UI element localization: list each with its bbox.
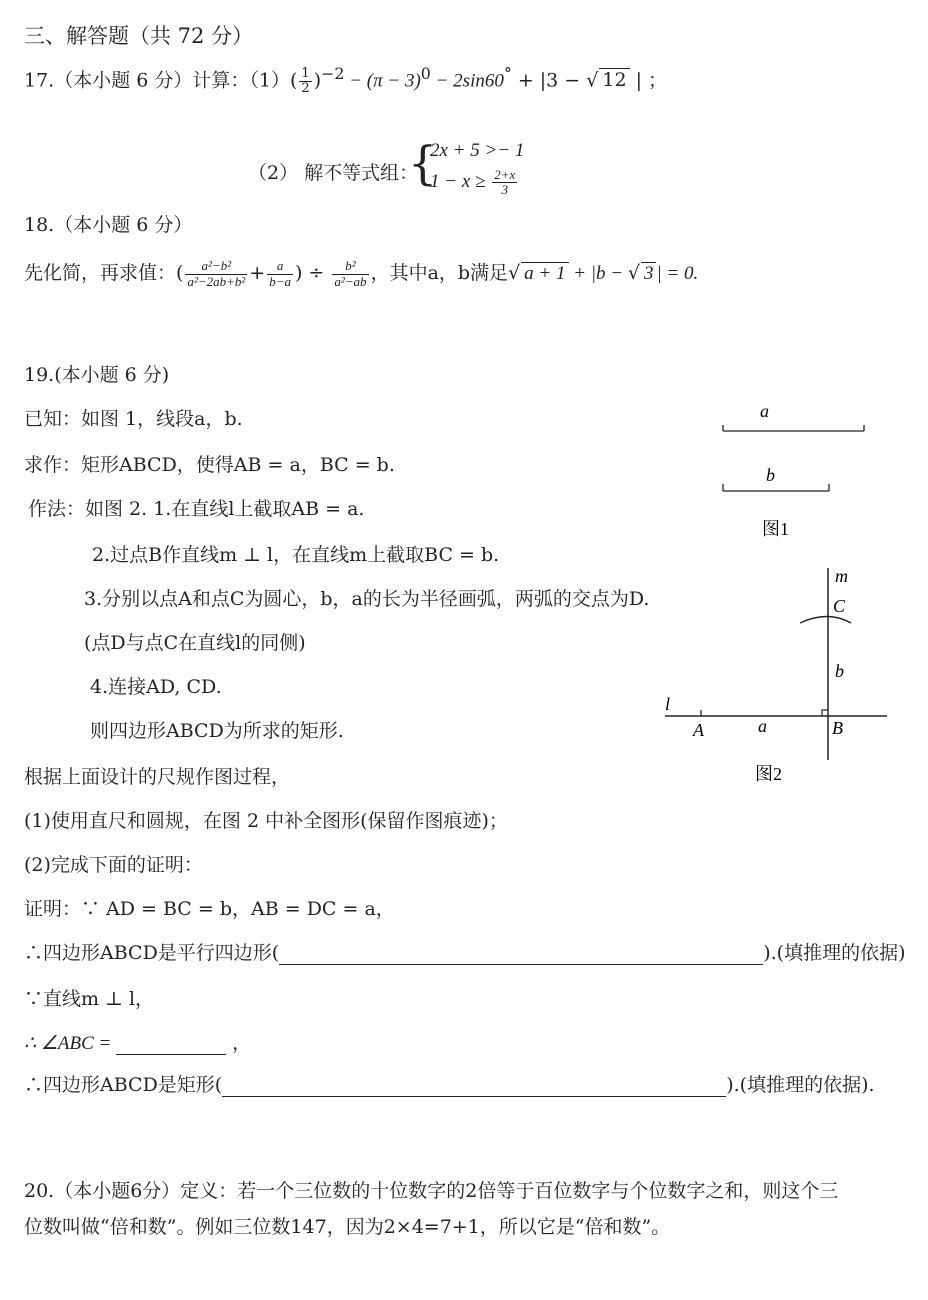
q19-step3-note: (点D与点C在直线l的同侧) — [84, 632, 306, 654]
answer-blank-3[interactable] — [222, 1096, 726, 1097]
q17-label: 17.（本小题 6 分）计算：（1） — [24, 69, 290, 92]
right-angle-mark — [822, 710, 828, 716]
answer-blank-2[interactable] — [116, 1054, 226, 1055]
q19-known: 已知：如图 1，线段a，b. — [24, 408, 243, 430]
fig1-label-a: a — [760, 401, 769, 421]
q19-intro: 根据上面设计的尺规作图过程， — [24, 766, 291, 788]
q19-proof5: ∴四边形ABCD是矩形( ).(填推理的依据). — [24, 1074, 875, 1096]
fig1-label-b: b — [766, 465, 775, 485]
figure-1 — [700, 395, 890, 545]
svg-text:A: A — [693, 720, 704, 740]
q17-part2-label: （2） 解不等式组： — [248, 162, 419, 184]
q17-sqrt: 12 — [599, 68, 629, 91]
q20-line1: 20.（本小题6分）定义：若一个三位数的十位数字的2倍等于百位数字与个位数字之和，则这个三 — [24, 1180, 839, 1202]
q19-proof2: ∴四边形ABCD是平行四边形( ).(填推理的依据) — [24, 942, 906, 964]
q18-expression: 先化简，再求值：( $\frac{\text{a²−b²}}{\text{a²−2ab+b²}}$ + $\frac{a}{b-a}$ ) ÷ $\frac{\text{b²}}{\text{a²−ab}}$ ，其中a，b满足√ a + 1 + |b − √ 3 | = 0. — [24, 258, 699, 289]
q19-task2: (2)完成下面的证明： — [24, 854, 203, 876]
q19-label: 19.(本小题 6 分) — [24, 364, 170, 386]
q19-task: 求作：矩形ABCD，使得AB = a，BC = b. — [24, 454, 395, 476]
q19-conclusion: 则四边形ABCD为所求的矩形. — [90, 720, 344, 742]
q19-proof4: ∴ ∠ABC = ， — [24, 1032, 252, 1054]
figure-2 — [655, 560, 895, 790]
q19-step2: 2.过点B作直线m ⊥ l，在直线m上截取BC = b. — [92, 544, 500, 566]
q18-label: 18.（本小题 6 分） — [24, 214, 193, 236]
q19-proof1: 证明：∵ AD = BC = b，AB = DC = a， — [24, 898, 395, 920]
answer-blank-1[interactable] — [279, 964, 763, 965]
svg-text:m: m — [835, 566, 848, 586]
svg-text:B: B — [832, 718, 843, 738]
section-title: 三、解答题（共 72 分） — [24, 24, 254, 48]
q19-task1: (1)使用直尺和圆规，在图 2 中补全图形(保留作图痕迹)； — [24, 810, 508, 832]
svg-text:b: b — [835, 661, 844, 681]
q20-line2: 位数叫做“倍和数”。例如三位数147，因为2×4=7+1，所以它是“倍和数”。 — [24, 1216, 671, 1238]
q19-proof3: ∵直线m ⊥ l， — [24, 988, 155, 1010]
q17-half-fraction: $\frac{1}{2}$ — [301, 65, 310, 96]
q19-step3: 3.分别以点A和点C为圆心，b，a的长为半径画弧，两弧的交点为D. — [84, 588, 650, 610]
q19-method: 作法：如图 2. 1.在直线l上截取AB = a. — [28, 498, 365, 520]
fig1-caption: 图1 — [762, 519, 789, 539]
q19-step4: 4.连接AD, CD. — [90, 676, 222, 698]
system-brace: { — [408, 136, 438, 190]
q17-line1: 17.（本小题 6 分）计算：（1）( $\frac{1}{2}$ )$^{-2} - (\pi - 3)^0 - 2\sin 60^\circ + |3$ − √ 12 | ； — [24, 64, 668, 96]
svg-text:l: l — [665, 694, 671, 714]
q17-ineq1: 2x + 5 >− 1 — [430, 140, 525, 161]
q17-ineq2: 1 − x ≥ $\frac{2+x}{3}$ — [430, 167, 516, 198]
fig2-caption: 图2 — [755, 764, 782, 784]
arc-c — [800, 617, 851, 624]
svg-text:C: C — [833, 596, 846, 616]
svg-text:a: a — [758, 716, 767, 736]
